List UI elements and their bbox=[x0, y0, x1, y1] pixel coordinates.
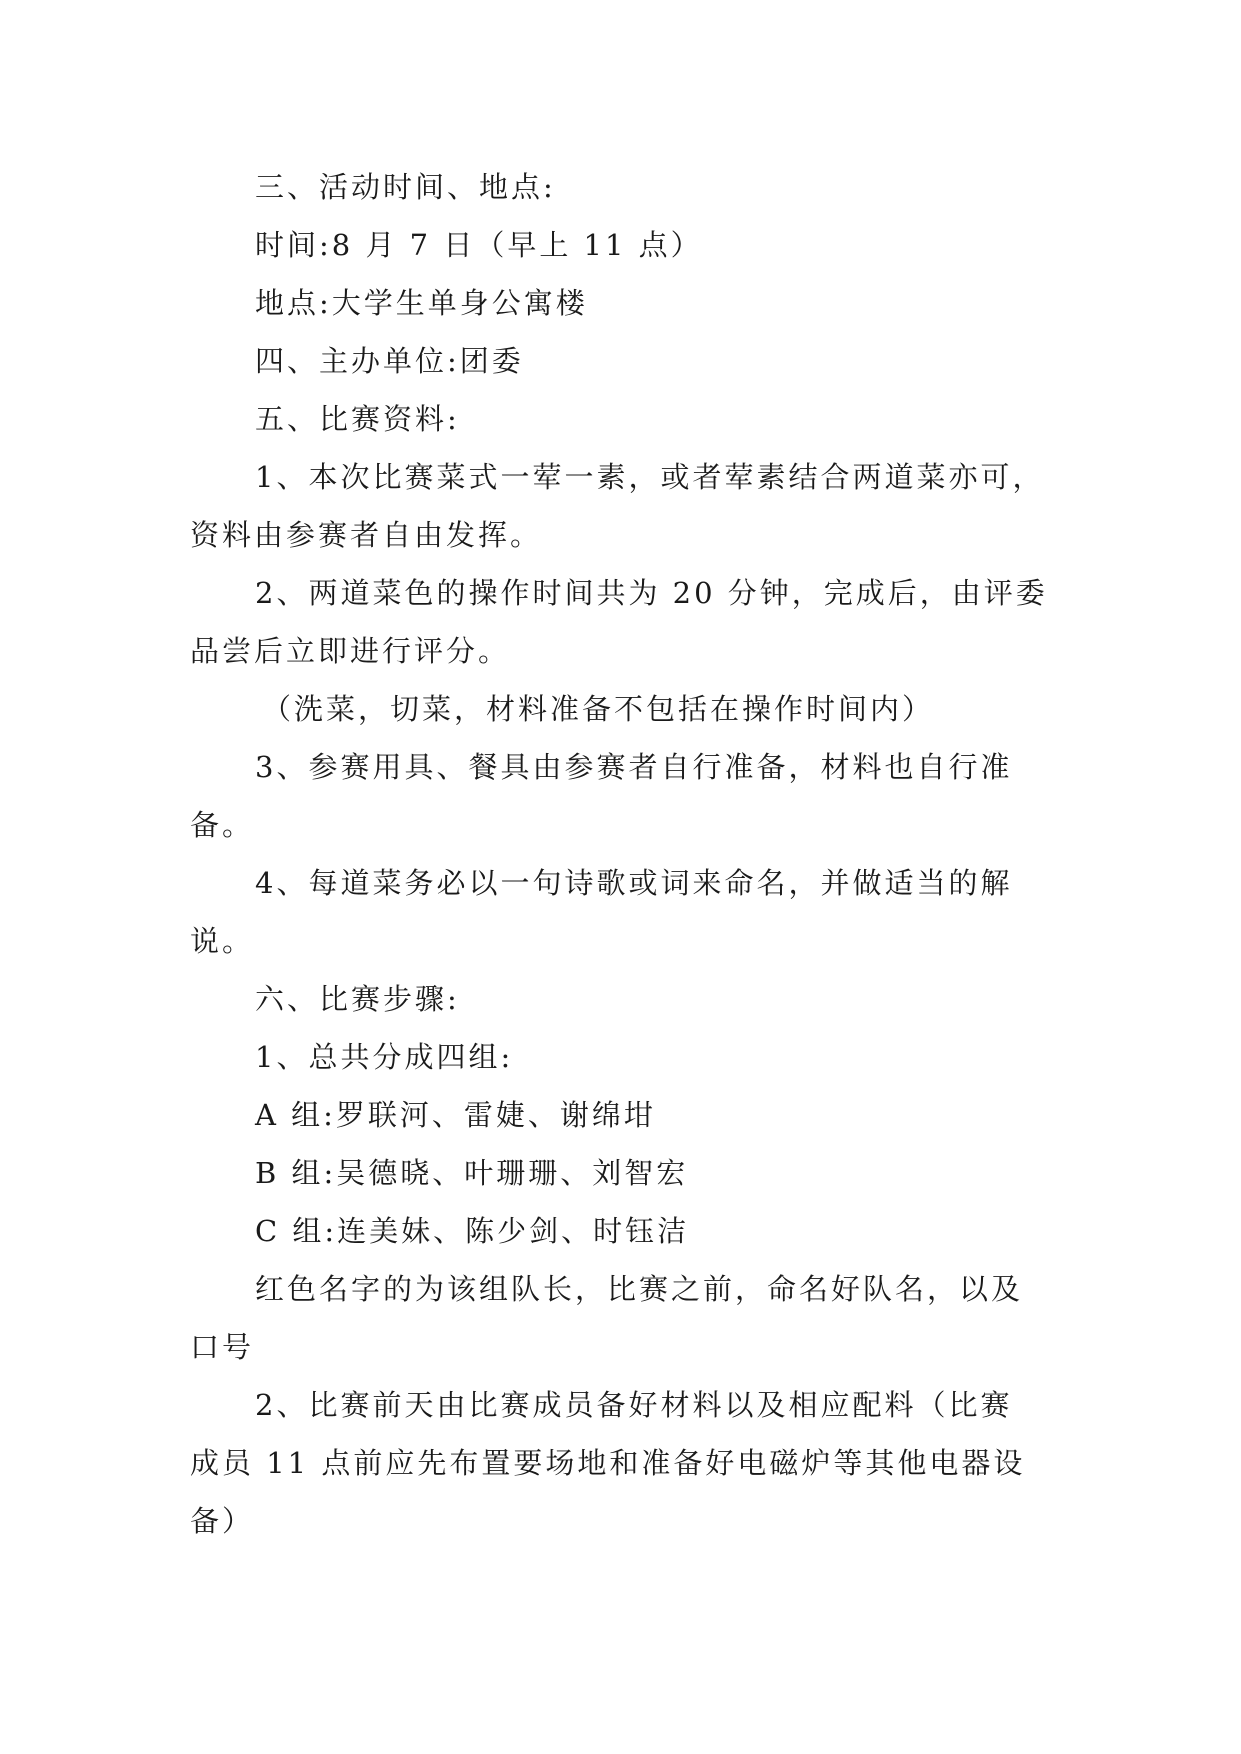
step-2-line-1: 2、比赛前天由比赛成员备好材料以及相应配料（比赛 bbox=[255, 1388, 1013, 1422]
section-heading-contest-info: 五、比赛资料: bbox=[255, 402, 460, 436]
section-heading-organizer: 四、主办单位:团委 bbox=[255, 344, 524, 378]
rule-4-line-2: 说。 bbox=[190, 924, 255, 958]
rule-4-line-1: 4、每道菜务必以一句诗歌或词来命名，并做适当的解 bbox=[255, 866, 1013, 900]
event-place: 地点:大学生单身公寓楼 bbox=[255, 286, 588, 320]
step-1: 1、总共分成四组: bbox=[255, 1040, 514, 1074]
group-a: A 组:罗联河、雷婕、谢绵坩 bbox=[255, 1098, 656, 1132]
step-2-line-3: 备） bbox=[190, 1504, 255, 1538]
captain-note-line-1: 红色名字的为该组队长，比赛之前，命名好队名，以及 bbox=[255, 1272, 1024, 1306]
section-heading-steps: 六、比赛步骤: bbox=[255, 982, 460, 1016]
captain-note-line-2: 口号 bbox=[190, 1330, 255, 1364]
rule-2-line-2: 品尝后立即进行评分。 bbox=[190, 634, 511, 668]
section-heading-time-place: 三、活动时间、地点: bbox=[255, 170, 556, 204]
rule-3-line-1: 3、参赛用具、餐具由参赛者自行准备，材料也自行准 bbox=[255, 750, 1013, 784]
rule-1-line-1: 1、本次比赛菜式一荤一素，或者荤素结合两道菜亦可， bbox=[255, 460, 1045, 494]
rule-1-line-2: 资料由参赛者自由发挥。 bbox=[190, 518, 543, 552]
rule-2-note: （洗菜，切菜，材料准备不包括在操作时间内） bbox=[262, 692, 935, 726]
event-time: 时间:8 月 7 日（早上 11 点） bbox=[255, 228, 703, 262]
group-c: C 组:连美妹、陈少剑、时钰洁 bbox=[255, 1214, 690, 1248]
rule-3-line-2: 备。 bbox=[190, 808, 255, 842]
group-b: B 组:吴德晓、叶珊珊、刘智宏 bbox=[255, 1156, 689, 1190]
rule-2-line-1: 2、两道菜色的操作时间共为 20 分钟，完成后，由评委 bbox=[255, 576, 1048, 610]
step-2-line-2: 成员 11 点前应先布置要场地和准备好电磁炉等其他电器设 bbox=[190, 1446, 1026, 1480]
document-body bbox=[190, 158, 1060, 1550]
